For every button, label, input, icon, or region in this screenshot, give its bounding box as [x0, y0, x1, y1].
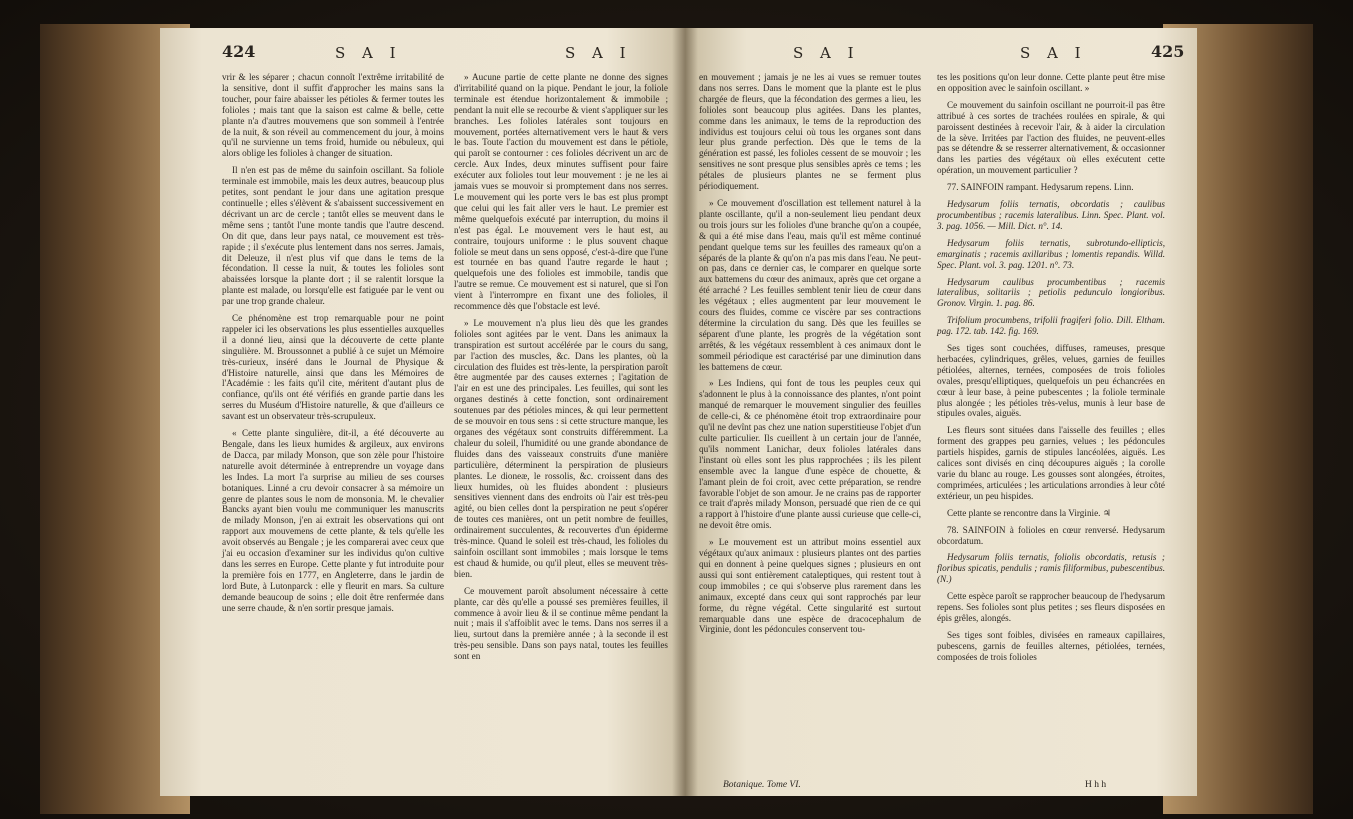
paragraph: Ses tiges sont foibles, divisées en rameaux capillaires, pubescens, garnis de feuilles alternes, pétiolées, ternées, composées de trois folioles [937, 629, 1165, 662]
right-column-2 [937, 72, 1165, 669]
paragraph: Hedysarum caulibus procumbentibus ; racemis lateralibus, solitariis ; petiolis pedunculo longioribus. Gronov. Virgin. 1. pag. 86. [937, 276, 1165, 309]
paragraph: vrir & les séparer ; chacun connoît l'extrême irritabilité de la sensitive, dont il suffit d'approcher les mains sans la toucher, pour faire abaisser les pétioles & fermer toutes les folioles ; mais tant que la saison est calme & belle, cette plante n'a d'autres mouvemens que son sommeil à l'entrée de la nuit, & son réveil au commencement du jour, à moins qu'il ne survienne un tems froid, humide ou nébuleux, qui alors oblige les folioles à changer de situation. [222, 72, 444, 159]
paragraph: Cette espèce paroît se rapprocher beaucoup de l'hedysarum repens. Ses folioles sont plus petites ; ses fleurs disposées en épis grêles, alongés. [937, 591, 1165, 623]
paragraph: Hedysarum foliis ternatis, subrotundo-ellipticis, emarginatis ; racemis axillaribus ; lomentis repandis. Willd. Spec. Plant. vol. 3. pag. 1201. n°. 73. [937, 237, 1165, 270]
right-column-1 [699, 72, 921, 641]
left-running-head: S A I [335, 44, 402, 62]
left-running-head-2: S A I [565, 44, 632, 62]
paragraph: Ses tiges sont couchées, diffuses, rameuses, presque herbacées, cylindriques, grêles, velues, garnies de feuilles pétiolées, alternes, ternées, composées de trois folioles ovales, presqu'elliptiques, quelquefois un peu échancrées en cœur à leur base, à peine pubescentes ; la foliole terminale plus alongée ; les pétioles très-velus, munis à leur base de stipules ovales, aiguës. [937, 343, 1165, 419]
paragraph: Ce mouvement paroît absolument nécessaire à cette plante, car dès qu'elle a poussé ses premières feuilles, il commence à avoir lieu & il se continue même pendant la nuit ; mais il s'affoiblit avec le tems. Dans nos serres il a lieu, surtout dans la première année ; à la seconde il est très-peu sensible. Dans son pays natal, toutes les feuilles sont en [454, 585, 668, 662]
paragraph: « Cette plante singulière, dit-il, a été découverte au Bengale, dans les lieux humides & argileux, aux environs de Dacca, par milady Monson, que son zèle pour l'histoire naturelle avoit déterminée à entreprendre un voyage dans les Indes. La mort l'a surprise au milieu de ses courses botaniques. Linné a cru devoir consacrer à sa mémoire un genre de plantes sous le nom de monsonia. M. le chevalier Bancks ayant bien voulu me communiquer les manuscrits de milady Monson, j'en ai extrait les observations qui ont rapport aux mouvemens de cette plante, & tels qu'elle les avoit observés au Bengale ; je les comparerai avec ceux que j'ai eu occasion d'examiner sur les individus qu'on cultive dans les serres en Europe. Cette plante y fut introduite pour la première fois en 1777, en Angleterre, dans le jardin de lord Bute, à Lutonparck : elle y fleurit en mars. Sa culture demande beaucoup de soins ; elle doit être renfermée dans une serre chaude, & n'en sortir presque jamais. [222, 428, 444, 613]
left-column-2 [454, 72, 668, 668]
left-column-1 [222, 72, 444, 620]
paragraph: » Le mouvement est un attribut moins essentiel aux végétaux qu'aux animaux : plusieurs plantes ont des parties qui en donnent à peine quelques signes ; plusieurs en ont aussi qui sont entièrement cataleptiques, qui restent tout à coup immobiles ; ce qui s'observe plus rarement dans les animaux, excepté dans ceux qui sont rapprochés par leur forme, du règne végétal. Cette singularité est surtout remarquable dans une espèce de dracocephalum de Virginie, dont les pédoncules conservent tou- [699, 537, 921, 635]
paragraph: » Ce mouvement d'oscillation est tellement naturel à la plante oscillante, qu'il a non-seulement lieu pendant deux ou trois jours sur les folioles d'une branche qu'on a coupée, & qui a été mise dans l'eau, mais qu'il est même continué pendant quelque tems sur les feuilles des rameaux qu'on a séparés de la plante & qu'on n'a pas mis dans l'eau. Ne peut-on pas, dans ce dernier cas, le comparer en quelque sorte aux battemens du cœur des animaux, après que cet organe a été arraché ? Les feuilles semblent tenir lieu de cœur dans les végétaux ; elles augmentent par leur mouvement le cours des fluides, comme ce viscère par ses contractions détermine la circulation du sang. Dès que les feuilles se séparent d'une plante, les progrès de la végétation sont arrêtés, & les végétaux ressemblent à ces animaux dont le sommeil périodique est caractérisé par une diminution dans les battemens de cœur. [699, 197, 921, 372]
paragraph: Hedysarum foliis ternatis, obcordatis ; caulibus procumbentibus ; racemis lateralibus. Linn. Spec. Plant. vol. 3. pag. 1056. — Mill. Dict. n°. 14. [937, 199, 1165, 231]
paragraph: tes les positions qu'on leur donne. Cette plante peut être mise en opposition avec le sainfoin oscillant. » [937, 72, 1165, 93]
signature-mark: H h h [1085, 780, 1107, 790]
book-gutter [672, 28, 698, 796]
paragraph: Les fleurs sont situées dans l'aisselle des feuilles ; elles forment des grappes peu garnies, velues ; les pédoncules partiels hispides, garnis de stipules lancéolées, aiguës. Les calices sont divisés en cinq découpures aiguës ; la corolle varie du blanc au rouge. Les gousses sont alongées, étroites, comprimées, articulées ; les articulations arrondies à leur côté extérieur, un peu hispides. [937, 425, 1165, 501]
paragraph: Ce phénomène est trop remarquable pour ne point rappeler ici les observations les plus essentielles auxquelles il a donné lieu, ainsi que la découverte de cette plante singulière. M. Broussonnet a publié à ce sujet un Mémoire très-curieux, inséré dans le Journal de Physique & d'Histoire naturelle, ainsi que dans les Mémoires de l'Académie : les faits qu'il cite, méritent d'autant plus de confiance, qu'ils ont été vérifiés en grande partie dans les serres du Muséum d'Histoire naturelle, & que d'ailleurs ce savant est un observateur très-scrupuleux. [222, 313, 444, 422]
paragraph: » Aucune partie de cette plante ne donne des signes d'irritabilité quand on la pique. Pendant le jour, la foliole terminale est étendue horizontalement & immobile ; pendant la nuit elle se recourbe & vient s'appliquer sur les branches. Les folioles latérales sont toujours en mouvement, portées alternativement vers le haut & vers le bas. Toute l'action du mouvement est dans le pétiole, qui paroît se contourner : ces folioles décrivent un arc de cercle. Aux Indes, deux minutes suffisent pour faire exécuter aux folioles tout leur mouvement : je ne les ai jamais vues se mouvoir si promptement dans nos serres. Le mouvement qui les porte vers le bas est plus prompt que celui qui les fait aller vers le haut. Le premier est même quelquefois exécuté par interruption, du moins il n'est pas égal. Le mouvement vers le haut est, au contraire, toujours uniforme : le plus souvent chaque foliole se meut dans un sens opposé, c'est-à-dire que l'une est tournée en bas quand l'autre regarde le haut ; quelquefois une des folioles est immobile, tandis que l'autre se remue. Ce mouvement est si naturel, que si l'on vient à l'interrompre en fixant une des folioles, il recommence dès que l'obstacle est levé. [454, 72, 668, 312]
paragraph: en mouvement ; jamais je ne les ai vues se remuer toutes dans nos serres. Dans le moment que la plante est le plus chargée de fleurs, que la fécondation des germes a lieu, les folioles sont beaucoup plus agitées. Dans les plantes, comme dans les animaux, le tems de la reproduction des individus est toujours celui où tous les organes sont dans leur plus grande perfection. Dès que le tems de la génération est passé, les folioles cessent de se mouvoir ; les sensitives ne sont presque plus sensibles après ce tems ; les pétales de plusieurs plantes ne se ferment plus périodiquement. [699, 72, 921, 192]
paragraph: » Le mouvement n'a plus lieu dès que les grandes folioles sont agitées par le vent. Dans les animaux la transpiration est surtout accélérée par le cours du sang, par l'action des muscles, &c. Dans les plantes, où la circulation des fluides est très-lente, la perspiration paroît être augmentée par des causes externes ; l'agitation de l'air en est une des principales. Les feuilles, qui sont les organes destinés à cette fonction, sont ordinairement soutenues par des pétioles minces, & qui leur permettent de se mouvoir en tous sens : si cette structure manque, les organes des végétaux sont construits différemment. La chaleur du soleil, l'humidité ou une grande abondance de fluides dans des vaisseaux construits d'une manière particulière, déterminent la perspiration de plusieurs plantes. Le dioneæ, le rossolis, &c. croissent dans des lieux humides, où les fluides abondent : plusieurs sensitives viennent dans des endroits où l'air est très-peu agité, ou bien celles dont la perspiration ne peut s'opérer de toutes ces manières, ont un petit nombre de feuilles, ordinairement succulentes, & recouvertes d'un épiderme très-mince. Quand le soleil est très-chaud, les folioles du sainfoin oscillant sont immobiles ; mais lorsque le tems est chaud & humide, ou qu'il pleut, elles se meuvent très-bien. [454, 317, 668, 579]
left-page-number: 424 [222, 42, 256, 61]
paragraph: 78. SAINFOIN à folioles en cœur renversé. Hedysarum obcordatum. [937, 524, 1165, 546]
paragraph: Il n'en est pas de même du sainfoin oscillant. Sa foliole terminale est immobile, mais les deux autres, beaucoup plus petites, sont pendant le jour dans une agitation presque continuelle ; elles s'élèvent & s'abaissent successivement en décrivant un arc de cercle ; tantôt elles se meuvent dans le même sens ; tantôt l'une monte tandis que l'autre descend. On dit que, dans leur pays natal, ce mouvement est très-rapide ; il s'exécute plus lentement dans nos serres. Jamais, dit Deleuze, il n'est plus vif que dans le tems de la fécondation. Il cesse la nuit, & toutes les folioles sont abaissées lorsque la plante dort ; il se ralentit lorsque la plante est malade, ou lorsqu'elle est fatiguée par le vent ou par une trop grande chaleur. [222, 165, 444, 307]
left-page [160, 28, 685, 796]
paragraph: Hedysarum foliis ternatis, foliolis obcordatis, retusis ; floribus spicatis, pendulis ; ramis filiformibus, pubescentibus. (N.) [937, 552, 1165, 585]
paragraph: Ce mouvement du sainfoin oscillant ne pourroit-il pas être attribué à ces sortes de trachées roulées en spirale, & qui paroissent destinées à recevoir l'air, & à aider la circulation de la sève. Irritées par l'action des fluides, ne peuvent-elles pas se détendre & se resserrer alternativement, & occasionner dans les parties des végétaux où elles exécutent cette opération, un mouvement particulier ? [937, 99, 1165, 176]
paragraph: Trifolium procumbens, trifolii fragiferi folio. Dill. Eltham. pag. 172. tab. 142. fig. 169. [937, 315, 1165, 337]
right-page-number: 425 [1151, 42, 1185, 61]
paragraph: 77. SAINFOIN rampant. Hedysarum repens. Linn. [947, 182, 1134, 193]
page-footer: Botanique. Tome VI. [723, 780, 801, 790]
right-running-head: S A I [793, 44, 860, 62]
paragraph: Cette plante se rencontre dans la Virginie. ♃ [947, 507, 1111, 518]
right-running-head-2: S A I [1020, 44, 1087, 62]
paragraph: » Les Indiens, qui font de tous les peuples ceux qui s'adonnent le plus à la connoissance des plantes, n'ont point manqué de remarquer le mouvement singulier des feuilles de celle-ci, & ce phénomène étoit trop extraordinaire pour qu'il ne devînt pas chez une nation superstitieuse l'objet d'un culte particulier. Ils cueillent à un certain jour de l'année, qu'ils nomment Lanichar, deux folioles latérales dans l'instant où elles sont les plus rapprochées ; ils les pilent ensemble avec la langue d'une espèce de chouette, & l'amant plein de foi croit, avec cette préparation, se rendre favorable l'objet de son amour. Je ne crains pas de rapporter ce trait d'après milady Monson, persuadé que rien de ce qui a rapport à l'histoire d'une plante aussi curieuse que celle-ci, ne devoit être omis. [699, 378, 921, 531]
right-page [685, 28, 1197, 796]
